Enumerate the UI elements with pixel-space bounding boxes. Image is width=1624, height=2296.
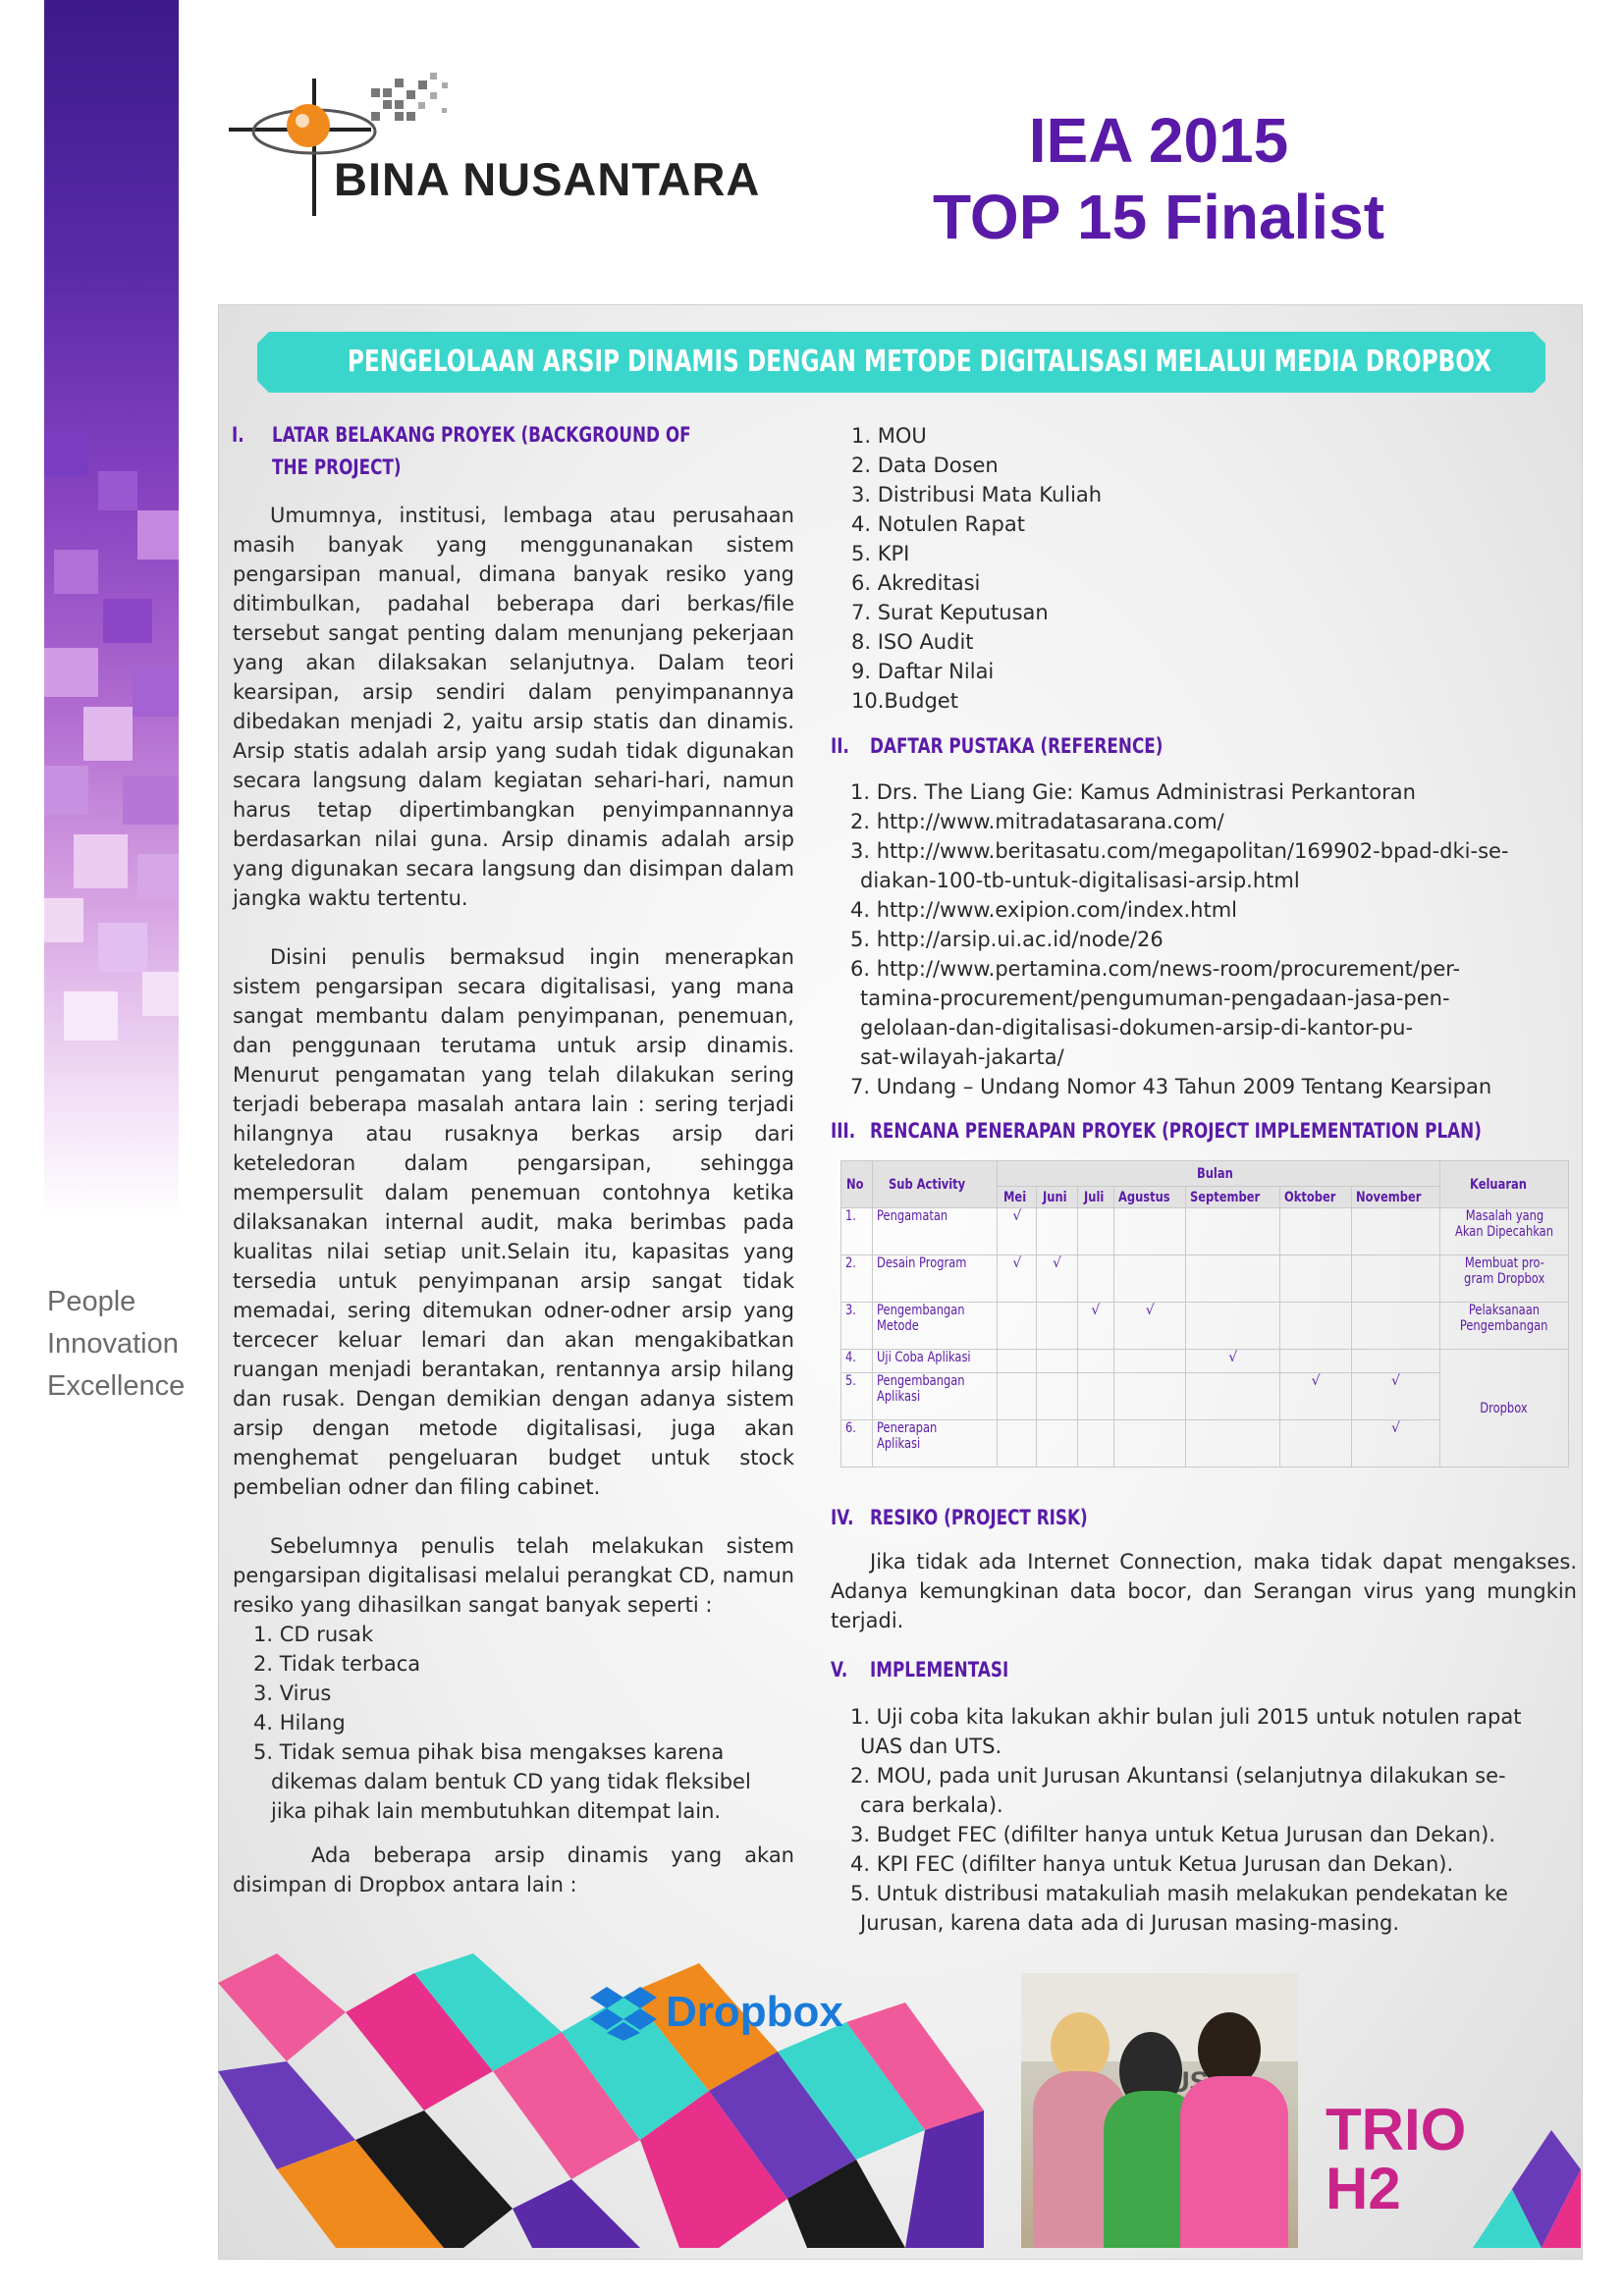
cell-no: 5.: [841, 1373, 873, 1420]
list-item: UAS dan UTS.: [860, 1735, 1002, 1758]
cell-month: [1280, 1420, 1352, 1468]
photo-sign-text: US: [1168, 2066, 1210, 2099]
cell-month: [1352, 1255, 1440, 1303]
col-header-no: No: [841, 1161, 873, 1208]
cell-month: [1114, 1255, 1186, 1303]
list-item: 2. MOU, pada unit Jurusan Akuntansi (selanjutnya dilakukan se-: [850, 1764, 1506, 1788]
cell-month: [1037, 1420, 1077, 1468]
cell-keluaran: Pelaksanaan Pengembangan: [1439, 1303, 1568, 1350]
h2-text: H2: [1326, 2156, 1401, 2221]
list-item: 3. Distribusi Mata Kuliah: [851, 483, 1103, 507]
col-header-keluaran: Keluaran: [1439, 1161, 1568, 1208]
cell-month: [1037, 1208, 1077, 1255]
cell-sub-activity: Penerapan Aplikasi: [873, 1420, 998, 1468]
implementation-plan-table: [840, 1160, 1569, 1468]
section-1-paragraph-2: Disini penulis bermaksud ingin menerapkan sistem pengarsipan secara digitalisasi, yang mana sangat membantu dalam penyimpanan, penemuan, dan penggunaan terutama untuk arsip dinamis. Menurut pengamatan yang telah dilakukan sering terjadi beberapa masalah antara lain : sering terjadi hilangnya atau rusaknya berkas arsip dari keteledoran dalam pengarsipan, sehingga mempersulit dalam penemuan contohnya ketika dilaksanakan internal audit, maka berimbas pada kualitas nilai setiap unit.Selain itu, kapasitas yang tersedia untuk penyimpanan arsip sangat tidak memadai, sering ditemukan odner-odner arsip yang tercecer keluar lemari dan akan mengakibatkan ruangan menjadi berantakan, rentannya arsip hilang dan rusak. Dengan demikian dengan adanya sistem arsip dengan metode digitalisasi, juga akan menghemat pengeluaran budget untuk stock pembelian odner dan filing cabinet.: [233, 945, 794, 1499]
cell-sub-activity: Uji Coba Aplikasi: [873, 1350, 998, 1373]
col-header-month: Agustus: [1114, 1187, 1186, 1208]
list-item: Jurusan, karena data ada di Jurusan masing-masing.: [860, 1911, 1400, 1935]
section-1-heading-line-2: THE PROJECT): [272, 455, 402, 479]
cell-month: √: [1352, 1373, 1440, 1420]
list-item: 7. Undang – Undang Nomor 43 Tahun 2009 Tentang Kearsipan: [850, 1075, 1492, 1098]
list-item: gelolaan-dan-digitalisasi-dokumen-arsip-di-kantor-pu-: [860, 1016, 1414, 1040]
section-2-heading: DAFTAR PUSTAKA (REFERENCE): [870, 734, 1164, 758]
section-1-paragraph-4: Ada beberapa arsip dinamis yang akan disimpan di Dropbox antara lain :: [233, 1843, 794, 1896]
col-header-bulan: Bulan: [998, 1161, 1440, 1187]
section-1-heading-line-1: LATAR BELAKANG PROYEK (BACKGROUND OF: [272, 423, 691, 447]
cell-month: √: [1037, 1255, 1077, 1303]
section-5-number: V.: [831, 1658, 848, 1682]
cell-month: [1280, 1303, 1352, 1350]
dropbox-logo: [589, 1983, 843, 2042]
cell-month: [1186, 1303, 1280, 1350]
cell-month: [1114, 1420, 1186, 1468]
cell-sub-activity: Desain Program: [873, 1255, 998, 1303]
cell-month: √: [1077, 1303, 1113, 1350]
list-item: 5. KPI: [851, 542, 910, 565]
section-3-heading: RENCANA PENERAPAN PROYEK (PROJECT IMPLEMENTATION PLAN): [870, 1119, 1482, 1143]
cell-month: [1280, 1208, 1352, 1255]
section-5-heading: IMPLEMENTASI: [870, 1658, 1009, 1682]
section-4-heading: RESIKO (PROJECT RISK): [870, 1506, 1088, 1529]
cd-risk-list: [253, 1620, 751, 1826]
list-item: 1. Uji coba kita lakukan akhir bulan juli 2015 untuk notulen rapat: [850, 1705, 1522, 1729]
list-item: 5. Untuk distribusi matakuliah masih melakukan pendekatan ke: [850, 1882, 1508, 1905]
col-header-month: September: [1186, 1187, 1280, 1208]
cell-month: √: [1186, 1350, 1280, 1373]
col-header-month: November: [1352, 1187, 1440, 1208]
col-header-month: Mei: [998, 1187, 1037, 1208]
cell-no: 2.: [841, 1255, 873, 1303]
cell-no: 4.: [841, 1350, 873, 1373]
section-4-number: IV.: [831, 1506, 854, 1529]
cell-month: [1037, 1373, 1077, 1420]
cell-month: [1077, 1208, 1113, 1255]
list-item: 1. MOU: [851, 424, 927, 448]
list-item: 1. Drs. The Liang Gie: Kamus Administrasi Perkantoran: [850, 780, 1416, 804]
cell-month: [1186, 1420, 1280, 1468]
section-1-paragraph-1: Umumnya, institusi, lembaga atau perusahaan masih banyak yang menggunanakan sistem pengarsipan manual, dimana banyak resiko yang ditimbulkan, padahal beberapa dari berkas/file tersebut sangat penting dalam menunjang pekerjaan yang akan dilaksakan selanjutnya. Dalam teori kearsipan, arsip sendiri dalam penyimpanannya dibedakan menjadi 2, yaitu arsip statis dan dinamis. Arsip statis adalah arsip yang sudah tidak digunakan secara langsung dalam kegiatan sehari-hari, namun harus tetap dipertimbangkan penyimpannannya berdasarkan nilai guna. Arsip dinamis adalah arsip yang digunakan secara langsung dan disimpan dalam jangka waktu tertentu.: [233, 504, 794, 910]
implementation-list: [850, 1702, 1521, 1938]
cell-no: 6.: [841, 1420, 873, 1468]
cell-month: [1352, 1350, 1440, 1373]
trio-text: TRIO: [1326, 2097, 1467, 2163]
cell-month: √: [998, 1208, 1037, 1255]
table-row: [841, 1208, 1569, 1255]
list-item: 6. Akreditasi: [851, 571, 981, 595]
cell-month: √: [1352, 1420, 1440, 1468]
list-item: 3. Budget FEC (difilter hanya untuk Ketua Jurusan dan Dekan).: [850, 1823, 1496, 1846]
list-item: 9. Daftar Nilai: [851, 660, 995, 683]
tagline-innovation: Innovation: [47, 1328, 179, 1360]
table-row: [841, 1303, 1569, 1350]
cell-month: [1077, 1350, 1113, 1373]
cell-keluaran: Membuat pro- gram Dropbox: [1439, 1255, 1568, 1303]
list-item: 10.Budget: [851, 689, 958, 713]
cell-month: [998, 1303, 1037, 1350]
cell-month: [998, 1373, 1037, 1420]
cell-month: [1186, 1255, 1280, 1303]
archive-list: [851, 421, 1102, 716]
cell-month: [998, 1350, 1037, 1373]
cell-keluaran: Dropbox: [1439, 1350, 1568, 1468]
list-item: cara berkala).: [860, 1793, 1003, 1817]
list-item: 4. http://www.exipion.com/index.html: [850, 898, 1238, 922]
section-4-text: Jika tidak ada Internet Connection, maka tidak dapat mengakses. Adanya kemungkinan data bocor, dan Serangan virus yang mungkin terjadi.: [831, 1550, 1577, 1632]
tagline-excellence: Excellence: [47, 1370, 186, 1402]
banner-title: PENGELOLAAN ARSIP DINAMIS DENGAN METODE DIGITALISASI MELALUI MEDIA DROPBOX: [347, 345, 1491, 379]
trio-h2-logo: [1326, 2097, 1467, 2221]
list-item: 2. Tidak terbaca: [253, 1652, 421, 1676]
list-item: 4. KPI FEC (difilter hanya untuk Ketua Jurusan dan Dekan).: [850, 1852, 1454, 1876]
logo-text: BINA NUSANTARA: [334, 153, 761, 205]
list-item: 4. Hilang: [253, 1711, 346, 1735]
cell-month: √: [1114, 1303, 1186, 1350]
cell-no: 3.: [841, 1303, 873, 1350]
list-item: diakan-100-tb-untuk-digitalisasi-arsip.html: [860, 869, 1300, 892]
list-item: 4. Notulen Rapat: [851, 512, 1025, 536]
cell-month: [1186, 1208, 1280, 1255]
list-item: sat-wilayah-jakarta/: [860, 1045, 1064, 1069]
list-item: 3. http://www.beritasatu.com/megapolitan/169902-bpad-dki-se-: [850, 839, 1509, 863]
team-photo: [1021, 1973, 1298, 2248]
list-item: jika pihak lain membutuhkan ditempat lain.: [271, 1799, 722, 1823]
cell-month: [1280, 1255, 1352, 1303]
list-item: 5. Tidak semua pihak bisa mengakses karena: [253, 1740, 725, 1764]
cell-no: 1.: [841, 1208, 873, 1255]
cell-month: [1114, 1208, 1186, 1255]
list-item: 2. http://www.mitradatasarana.com/: [850, 810, 1224, 833]
tagline-people: People: [47, 1286, 136, 1317]
dropbox-icon: [589, 1983, 658, 2042]
tagline: [47, 1281, 185, 1408]
col-header-month: Juni: [1037, 1187, 1077, 1208]
section-3-number: III.: [831, 1119, 856, 1143]
cell-month: [1077, 1255, 1113, 1303]
section-1-number: I.: [232, 423, 244, 447]
cell-month: [1280, 1350, 1352, 1373]
cell-keluaran: Masalah yang Akan Dipecahkan: [1439, 1208, 1568, 1255]
table-row: [841, 1350, 1569, 1373]
cell-month: [998, 1420, 1037, 1468]
col-header-month: Oktober: [1280, 1187, 1352, 1208]
cell-month: √: [998, 1255, 1037, 1303]
cell-month: [1077, 1420, 1113, 1468]
cell-month: [1186, 1373, 1280, 1420]
cell-month: [1352, 1208, 1440, 1255]
title-line-1: IEA 2015: [1028, 105, 1289, 176]
cell-month: √: [1280, 1373, 1352, 1420]
list-item: 8. ISO Audit: [851, 630, 974, 654]
col-header-month: Juli: [1077, 1187, 1113, 1208]
table-row: [841, 1255, 1569, 1303]
list-item: 5. http://arsip.ui.ac.id/node/26: [850, 928, 1164, 951]
list-item: 1. CD rusak: [253, 1623, 374, 1646]
list-item: 2. Data Dosen: [851, 454, 999, 477]
list-item: tamina-procurement/pengumuman-pengadaan-jasa-pen-: [860, 987, 1450, 1010]
list-item: 7. Surat Keputusan: [851, 601, 1049, 624]
list-item: 3. Virus: [253, 1682, 332, 1705]
cell-month: [1077, 1373, 1113, 1420]
reference-list: [850, 777, 1509, 1101]
cell-month: [1352, 1303, 1440, 1350]
title-line-2: TOP 15 Finalist: [932, 182, 1385, 252]
dropbox-label: Dropbox: [666, 1988, 843, 2036]
list-item: 6. http://www.pertamina.com/news-room/procurement/per-: [850, 957, 1461, 981]
cell-sub-activity: Pengembangan Aplikasi: [873, 1373, 998, 1420]
cell-month: [1037, 1350, 1077, 1373]
section-2-number: II.: [831, 734, 849, 758]
page-title: [864, 102, 1453, 255]
decorative-purple-strip: [44, 0, 179, 1217]
section-1-paragraph-3: Sebelumnya penulis telah melakukan sistem pengarsipan digitalisasi melalui perangkat CD, namun resiko yang dihasilkan sangat banyak seperti :: [233, 1534, 794, 1617]
cell-month: [1114, 1350, 1186, 1373]
cell-sub-activity: Pengamatan: [873, 1208, 998, 1255]
cell-month: [1114, 1373, 1186, 1420]
col-header-sub-activity: Sub Activity: [873, 1161, 998, 1208]
list-item: dikemas dalam bentuk CD yang tidak fleksibel: [271, 1770, 751, 1793]
cell-sub-activity: Pengembangan Metode: [873, 1303, 998, 1350]
decorative-corner-shapes: [1473, 2130, 1581, 2248]
cell-month: [1037, 1303, 1077, 1350]
